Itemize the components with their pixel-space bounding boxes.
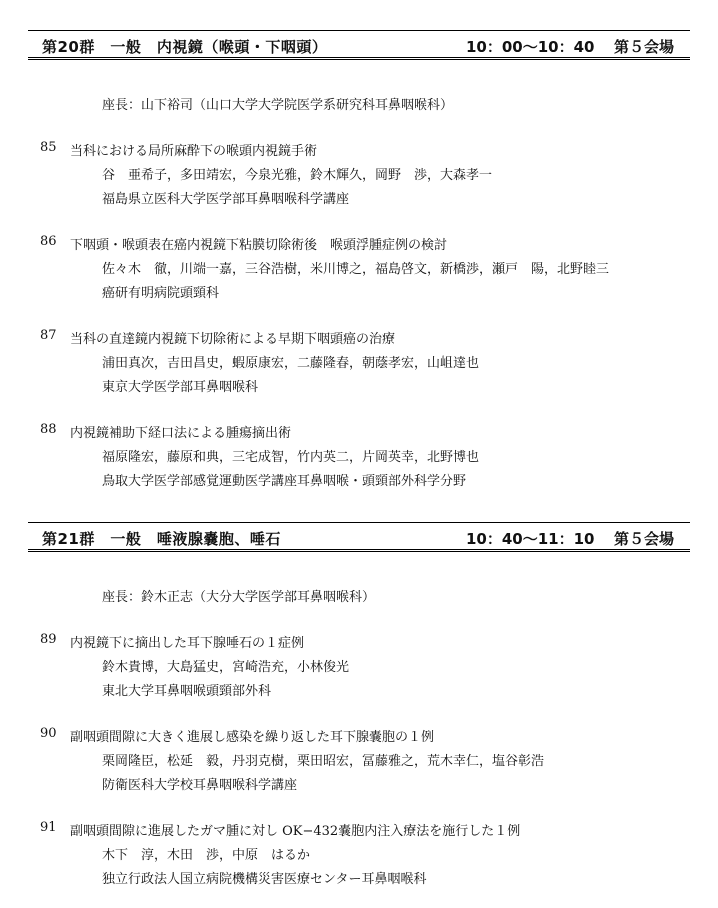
session-header (28, 522, 690, 552)
abstract-affiliation: 癌研有明病院頭頸科 (102, 286, 220, 301)
session-chair: 座長：山下裕司（山口大学大学院医学系研究科耳鼻咽喉科） (102, 98, 454, 113)
abstract-title: 下咽頭・喉頭表在癌内視鏡下粘膜切除術後 喉頭浮腫症例の検討 (70, 238, 448, 253)
abstract-authors: 栗岡隆臣，松延 毅，丹羽克樹，栗田昭宏，冨藤雅之，荒木幸仁，塩谷彰浩 (102, 754, 545, 769)
abstract-title: 内視鏡下に摘出した耳下腺唾石の１症例 (70, 636, 305, 651)
abstract-authors: 福原隆宏，藤原和典，三宅成智，竹内英二，片岡英幸，北野博也 (102, 450, 480, 465)
abstract-affiliation: 独立行政法人国立病院機構災害医療センター耳鼻咽喉科 (102, 872, 427, 887)
session-time: 10：40〜11：10 (466, 530, 595, 548)
abstract-authors: 浦田真次，吉田昌史，蝦原康宏，二藤隆春，朝蔭孝宏，山岨達也 (102, 356, 480, 371)
abstract-authors: 木下 淳，木田 渉，中原 はるか (102, 848, 311, 863)
abstract-affiliation: 防衛医科大学校耳鼻咽喉科学講座 (102, 778, 298, 793)
abstract-title: 当科における局所麻酔下の喉頭内視鏡手術 (70, 144, 318, 159)
abstract-title: 副咽頭間隙に進展したガマ腫に対し OK−432嚢胞内注入療法を施行した１例 (70, 824, 521, 839)
abstract-authors: 佐々木 徹，川端一嘉，三谷浩樹，米川博之，福島啓文，新橋渉，瀬戸 陽，北野睦三 (102, 262, 610, 277)
abstract-title: 内視鏡補助下経口法による腫瘍摘出術 (70, 426, 292, 441)
session-room: 第５会場 (613, 530, 674, 548)
abstract-number: 91 (40, 820, 57, 835)
session-header (28, 30, 690, 60)
session-room: 第５会場 (613, 38, 674, 56)
abstract-number: 89 (40, 632, 57, 647)
abstract-affiliation: 鳥取大学医学部感覚運動医学講座耳鼻咽喉・頭頸部外科学分野 (102, 474, 467, 489)
session-time: 10：00〜10：40 (466, 38, 595, 56)
session-title: 第21群 一般 唾液腺嚢胞、唾石 (42, 530, 281, 548)
abstract-title: 副咽頭間隙に大きく進展し感染を繰り返した耳下腺嚢胞の１例 (70, 730, 435, 745)
abstract-number: 87 (40, 328, 57, 343)
abstract-authors: 鈴木貴博，大島猛史，宮崎浩充，小林俊光 (102, 660, 350, 675)
abstract-number: 88 (40, 422, 57, 437)
session-chair: 座長：鈴木正志（大分大学医学部耳鼻咽喉科） (102, 590, 376, 605)
abstract-affiliation: 福島県立医科大学医学部耳鼻咽喉科学講座 (102, 192, 350, 207)
abstract-number: 85 (40, 140, 57, 155)
abstract-title: 当科の直達鏡内視鏡下切除術による早期下咽頭癌の治療 (70, 332, 396, 347)
session-title: 第20群 一般 内視鏡（喉頭・下咽頭） (42, 38, 328, 56)
abstract-number: 86 (40, 234, 57, 249)
abstract-authors: 谷 亜希子，多田靖宏，今泉光雅，鈴木輝久，岡野 渉，大森孝一 (102, 168, 493, 183)
abstract-number: 90 (40, 726, 57, 741)
abstract-affiliation: 東北大学耳鼻咽喉頭頸部外科 (102, 684, 272, 699)
abstract-affiliation: 東京大学医学部耳鼻咽喉科 (102, 380, 259, 395)
